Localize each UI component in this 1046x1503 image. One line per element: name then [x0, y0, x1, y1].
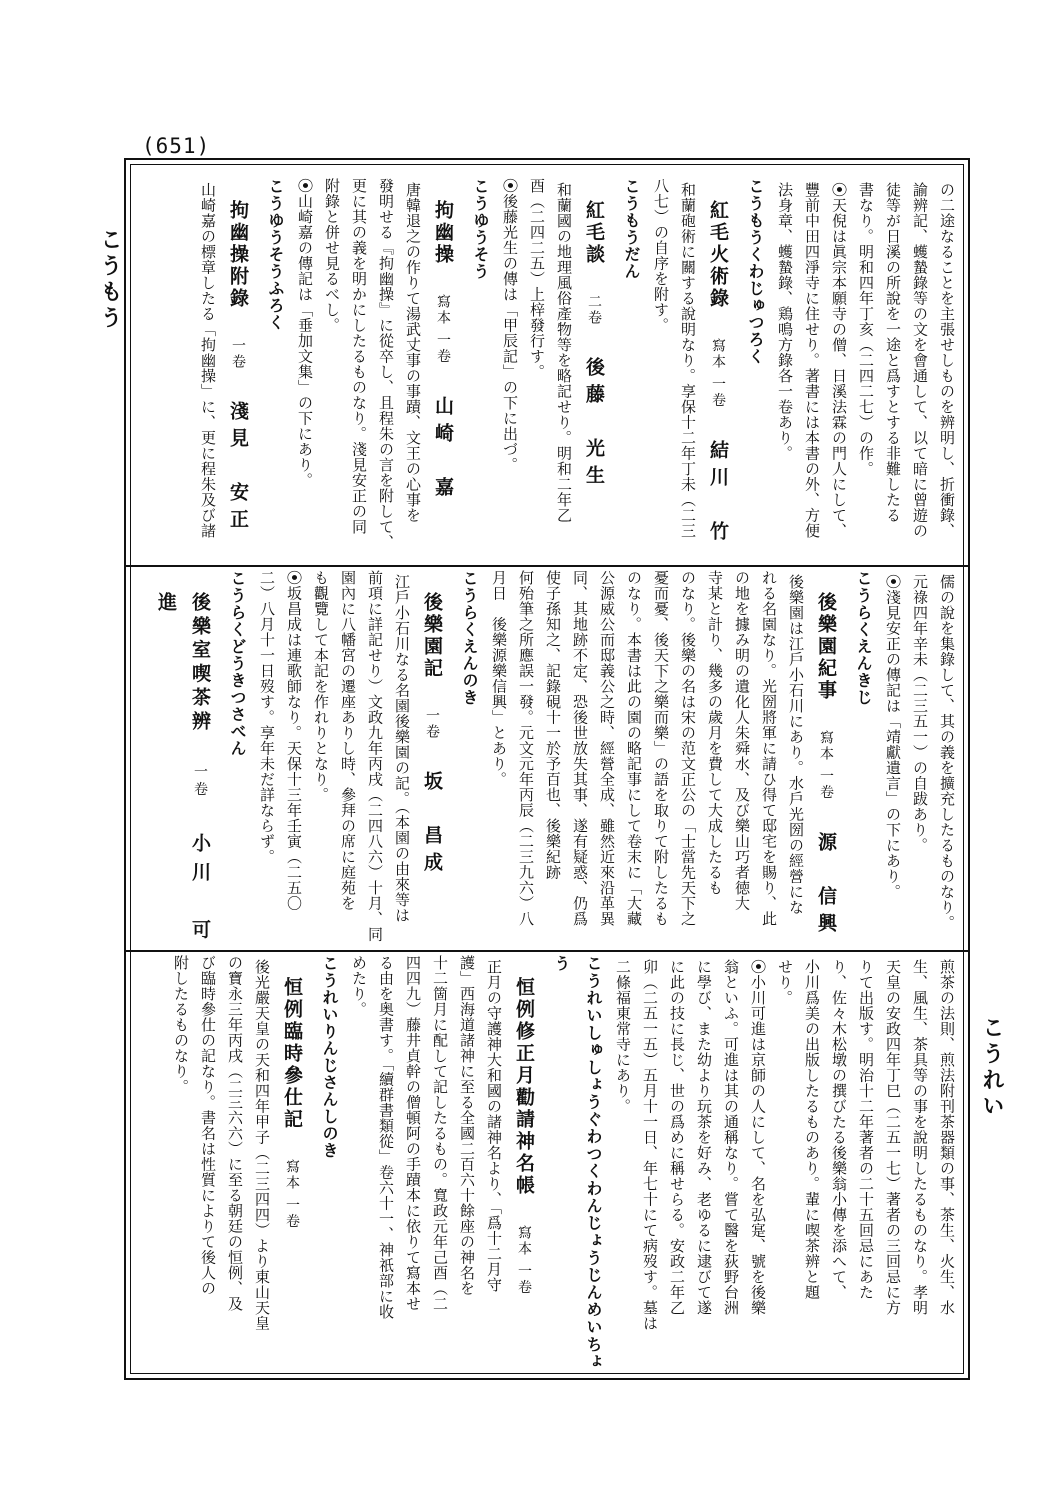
- band-divider: [124, 565, 970, 567]
- entry-meta: 寫本 一卷: [818, 729, 834, 801]
- text-line: 小川爲美の出版したるものあり。輩に喫茶辨と題: [803, 959, 821, 1300]
- text-line: び臨時參仕の記なり。書名は性質によりて後人の: [199, 955, 217, 1296]
- text-line: 正月の守護神大和國の諸神名より、「爲十二月守: [485, 959, 503, 1293]
- entry-kana: こうらくどうきつさべん: [228, 570, 247, 757]
- entry-kana: こうもうくわじゅつろく: [746, 178, 765, 365]
- text-line: ⦿坂昌成は連歌師なり。天保十三年壬寅（二五〇: [285, 570, 303, 912]
- continued-text: [879, 570, 960, 946]
- text-line: めたり。: [350, 955, 368, 1017]
- text-line: の地を據み明の遺化人朱舜水、及び樂山巧者徳大: [733, 570, 751, 911]
- entry-meta: 一卷: [192, 763, 208, 800]
- band-middle: [140, 570, 960, 946]
- text-line: ⦿山崎嘉の傳記は「垂加文集」の下にあり。: [296, 178, 314, 489]
- text-line: 附錄と併せ見るべし。: [323, 178, 341, 333]
- entry-author: 結川 竹: [707, 439, 729, 548]
- text-line: 二）八月十一日歿す。享年未だ詳ならず。: [258, 570, 276, 865]
- text-line: 公源威公而邸義公之時、經營全成、雖然近來沿革異: [598, 570, 616, 927]
- entry-title: 拘幽操: [432, 200, 454, 266]
- continued-text: [771, 178, 960, 562]
- entry-kana: こうれいしゅしょうぐわつくわんじょうじんめいちょう: [552, 955, 603, 1370]
- text-line: 翁といふ。可進は其の通稱なり。嘗て醫を荻野台洲: [722, 959, 740, 1316]
- text-line: 寺某と計り、幾多の歲月を費して大成したるも: [706, 570, 724, 896]
- text-line: 八七）の自序を附す。: [652, 178, 670, 333]
- entry-title-line: [809, 570, 843, 946]
- text-line: 豐前中田四淨寺に住せり。著書には本書の外、方便: [803, 182, 821, 539]
- running-head-bottom: こうれい: [979, 1016, 1004, 1120]
- text-line: 天皇の安政四年丁巳（二五一七）著者の三回忌に方: [884, 959, 902, 1316]
- text-line: 和蘭國の地理風俗產物等を略記せり。明和二年乙: [555, 182, 573, 523]
- entry-kana: こうゆうそうふろく: [266, 178, 285, 331]
- entry-title: 拘幽操附錄: [227, 200, 249, 310]
- entry-title-line: [221, 178, 255, 562]
- text-line: 月日 後樂源樂信興」とあり。: [490, 570, 508, 787]
- text-line: 唐韓退之の作りて湯武丈事の事蹟、文王の心事を: [404, 182, 422, 523]
- page-number: (651): [142, 134, 211, 158]
- text-line: 更に其の義を明かにしたるものなり。淺見安正の同: [350, 178, 368, 535]
- text-line: 法身章、蠖蟄錄、鶏鳴方錄各一卷あり。: [776, 182, 794, 461]
- entry-title: 紅毛談: [583, 200, 605, 266]
- text-line: 四四九）藤井貞幹の僧頓阿の手蹟本に依りて寫本せ: [404, 955, 422, 1312]
- running-head-top: こうもう: [97, 228, 122, 332]
- entry-meta: 二卷: [586, 293, 602, 326]
- text-line: 和蘭砲術に關する說明なり。享保十二年丁未（二三: [679, 182, 697, 539]
- text-line: の寶永三年丙戌（二三六六）に至る朝廷の恒例、及: [226, 955, 244, 1312]
- entry-meta: 寫本 一卷: [710, 337, 726, 409]
- entry-meta: 寫本 一卷: [516, 1224, 532, 1296]
- text-line: 後光嚴天皇の天和四年甲子（二三四四）より東山天皇: [253, 959, 271, 1331]
- text-line: り、佐々木松墩の撰びたる後樂翁小傳を添へて、: [830, 959, 848, 1300]
- text-line: のなり。後樂の名は宋の范文正公の「士當先天下之: [679, 570, 697, 927]
- text-line: の二途なることを主張せしものを辨明し、折衝錄、: [938, 182, 956, 539]
- entry-author: 源 信興: [815, 831, 837, 940]
- entry-title: 恒例修正月勸請神名帳: [513, 977, 535, 1197]
- band-upper: [140, 178, 960, 562]
- text-line: に此の技に長じ、世の爲めに稱せらる。安政二年乙: [668, 959, 686, 1316]
- text-line: 山崎嘉の標章したる「拘幽操」に、更に程朱及び諸: [199, 182, 217, 539]
- text-line: 護」西海道諸神に至る全國二百六十餘座の神名を: [458, 955, 476, 1296]
- entry-kana: こうれいりんじさんしのき: [320, 955, 339, 1159]
- text-line: 使子孫知之、記錄硯十一於予百也、後樂紀跡: [544, 570, 562, 880]
- entry-title: 恒例臨時參仕記: [281, 977, 303, 1131]
- text-line: 江戶小石川なる名園後樂園の記。（本園の由來等は: [393, 574, 411, 923]
- text-line: 二條福東常寺にあり。: [614, 959, 632, 1114]
- entry-meta: 一卷: [230, 337, 246, 370]
- entry-meta: 寫本 一卷: [435, 293, 451, 365]
- entry-author: 後藤 光生: [583, 357, 605, 493]
- entry-title-line: [507, 955, 541, 1370]
- entry-title-line: [415, 570, 449, 946]
- entry-author: 淺見 安正: [227, 401, 249, 537]
- entry-title: 後樂室喫茶辨: [189, 592, 211, 735]
- text-line: 附したるものなり。: [172, 955, 190, 1095]
- text-line: りて出版す。明治十二年著者の二十五回忌にあた: [857, 959, 875, 1300]
- text-line: 儒の說を集錄して、其の義を擴充したるものなり。: [938, 574, 956, 931]
- text-line: ⦿後藤光生の傳は「甲辰記」の下に出づ。: [501, 178, 519, 473]
- text-line: 憂而憂、後天下之樂而樂」の語を取りて附したるも: [652, 570, 670, 927]
- entry-author: 小川 可進: [155, 592, 211, 946]
- entry-title-line: [577, 178, 611, 562]
- band-divider: [124, 950, 970, 952]
- entry-meta: 寫本 一卷: [284, 1158, 300, 1230]
- band-lower: [140, 955, 960, 1370]
- entry-title: 紅毛火術錄: [707, 200, 729, 310]
- text-line: ⦿小川可進は京師の人にして、名を弘寔、號を後樂: [749, 959, 767, 1316]
- entry-kana: こうらくえんのき: [460, 570, 479, 706]
- text-line: 同、其地跡不定、恐後世放失其事、遂有疑惑、仍爲: [571, 570, 589, 927]
- text-line: ⦿淺見安正の傳記は「靖獻遺言」の下にあり。: [884, 574, 902, 900]
- text-line: 酉（二四二五）上梓發行す。: [528, 178, 546, 380]
- text-line: 後樂園は江戶小石川にあり。水戶光圀の經營にな: [787, 574, 805, 915]
- text-line: る由を奥書す。「續群書類從」卷六十一、神祇部に收: [377, 955, 395, 1320]
- entry-kana: こうらくえんきじ: [854, 570, 873, 706]
- entry-title: 後樂園紀事: [815, 592, 837, 702]
- text-line: ⦿天倪は眞宗本願寺の僧、日溪法霖の門人にして、: [830, 182, 848, 539]
- entry-title-line: [701, 178, 735, 562]
- entry-title-line: [275, 955, 309, 1370]
- entry-kana: こうもうだん: [622, 178, 641, 280]
- entry-title-line: [426, 178, 460, 562]
- text-line: も觀覽して本記を作れりとなり。: [312, 570, 330, 803]
- continued-text: [609, 955, 960, 1370]
- text-line: 前項に詳記せり）文政九年丙戌（二四八六）十月、同: [366, 570, 384, 942]
- text-line: のなり。本書は此の園の略記事にして卷末に「大藏: [625, 570, 643, 927]
- entry-author: 坂 昌成: [421, 771, 443, 880]
- text-line: 發明せる『拘幽操』に從卒し、且程朱の言を附して、: [377, 178, 395, 550]
- text-line: 書なり。明和四年丁亥（二四二七）の作。: [857, 182, 875, 477]
- text-line: せり。: [776, 959, 794, 1006]
- text-line: に學び、また幼より玩茶を好み、老ゆるに逮びて遂: [695, 959, 713, 1316]
- text-line: 諭辨記、蠖蟄錄等の文を會通して、以て暗に曾遊の: [911, 182, 929, 539]
- text-line: 園內に八幡宮の遷座ありし時、參拜の席に庭苑を: [339, 570, 357, 911]
- entry-meta: 一卷: [424, 707, 440, 740]
- text-line: れる名園なり。光圀將軍に請ひ得て邸宅を賜り、此: [760, 570, 778, 927]
- entry-author: 山崎 嘉: [432, 395, 454, 504]
- text-line: 何殆筆之所應誤一發。元文元年丙辰（二三九六）八: [517, 570, 535, 927]
- text-line: 煎茶の法則、煎法附刊茶器類の事、茶生、火生、水: [938, 959, 956, 1316]
- entry-title: 後樂園記: [421, 592, 443, 680]
- entry-kana: こうゆうそう: [471, 178, 490, 280]
- text-line: 徒等が日溪の所說を一途と爲すとする非難したる: [884, 182, 902, 523]
- text-line: 十二箇月に配して記したるもの。寬政元年己酉（二: [431, 955, 449, 1312]
- text-line: 元祿四年辛未（二三五一）の自跋あり。: [911, 574, 929, 853]
- text-line: 生、風生、茶具等の事を說明したるものなり。孝明: [911, 959, 929, 1316]
- entry-title-line: [149, 570, 217, 946]
- text-line: 卯（二五一五）五月十一日、年七十にて病歿す。墓は: [641, 959, 659, 1331]
